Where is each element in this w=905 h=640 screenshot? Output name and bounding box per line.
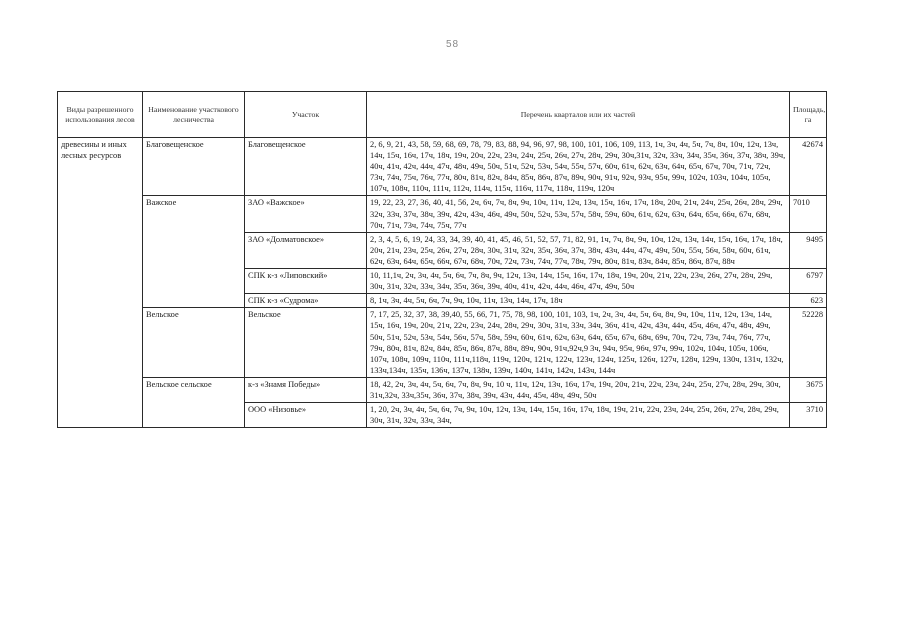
header-area: Площадь, га	[790, 92, 827, 138]
quarters-cell: 7, 17, 25, 32, 37, 38, 39,40, 55, 66, 71, 75, 78, 98, 100, 101, 103, 1ч, 2ч, 3ч, 4ч, 5ч, 6ч, 8ч, 9ч, 10ч, 11ч, 12ч, 13ч, 14ч, 15ч, 16ч, 19ч, 20ч, 21ч, 22ч, 23ч, 24ч, 28ч, 29ч, 30ч, 31ч, 33ч, 34ч, 36ч, 41ч, 42ч, 43ч, 44ч, 45ч, 46ч, 47ч, 48ч, 49ч, 50ч, 51ч, 52ч, 53ч, 54ч, 56ч, 57ч, 58ч, 59ч, 60ч, 61ч, 62ч, 63ч, 64ч, 65ч, 67ч, 68ч, 69ч, 70ч, 72ч, 73ч, 74ч, 76ч, 77ч, 79ч, 80ч, 81ч, 82ч, 84ч, 85ч, 86ч, 87ч, 88ч, 89ч, 90ч, 91ч,92ч,9 3ч, 94ч, 95ч, 96ч, 97ч, 99ч, 102ч, 104ч, 105ч, 106ч, 107ч, 108ч, 109ч, 110ч, 111ч,118ч, 119ч, 120ч, 121ч, 122ч, 123ч, 124ч, 125ч, 126ч, 127ч, 128ч, 129ч, 130ч, 131ч, 132ч, 133ч,134ч, 135ч, 136ч, 137ч, 138ч, 139ч, 140ч, 141ч, 142ч, 143ч, 144ч	[367, 308, 790, 378]
area-cell: 6797	[790, 269, 827, 294]
area-cell: 9495	[790, 232, 827, 268]
quarters-cell: 2, 3, 4, 5, 6, 19, 24, 33, 34, 39, 40, 41, 45, 46, 51, 52, 57, 71, 82, 91, 1ч, 7ч, 8ч, 9ч, 10ч, 12ч, 13ч, 14ч, 15ч, 16ч, 17ч, 18ч, 20ч, 21ч, 23ч, 25ч, 26ч, 27ч, 28ч, 30ч, 31ч, 32ч, 35ч, 36ч, 37ч, 38ч, 43ч, 44ч, 47ч, 49ч, 50ч, 55ч, 56ч, 58ч, 60ч, 61ч, 62ч, 63ч, 64ч, 65ч, 66ч, 67ч, 68ч, 70ч, 72ч, 73ч, 74ч, 77ч, 78ч, 79ч, 80ч, 81ч, 83ч, 84ч, 85ч, 86ч, 87ч, 88ч	[367, 232, 790, 268]
area-cell: 3710	[790, 403, 827, 428]
plot-cell: ЗАО «Важское»	[245, 196, 367, 232]
quarters-cell: 2, 6, 9, 21, 43, 58, 59, 68, 69, 78, 79, 83, 88, 94, 96, 97, 98, 100, 101, 106, 109, 113, 1ч, 3ч, 4ч, 5ч, 7ч, 8ч, 10ч, 12ч, 13ч, 14ч, 15ч, 16ч, 17ч, 18ч, 19ч, 20ч, 22ч, 23ч, 24ч, 25ч, 26ч, 27ч, 28ч, 29ч, 30ч,31ч, 32ч, 33ч, 34ч, 35ч, 36ч, 37ч, 38ч, 39ч, 40ч, 41ч, 42ч, 44ч, 47ч, 48ч, 49ч, 50ч, 51ч, 52ч, 53ч, 54ч, 55ч, 57ч, 60ч, 61ч, 62ч, 63ч, 64ч, 65ч, 67ч, 70ч, 71ч, 72ч, 73ч, 74ч, 75ч, 76ч, 77ч, 80ч, 81ч, 82ч, 84ч, 85ч, 86ч, 87ч, 89ч, 90ч, 91ч, 92ч, 93ч, 95ч, 99ч, 102ч, 103ч, 104ч, 105ч, 107ч, 108ч, 110ч, 111ч, 112ч, 114ч, 115ч, 116ч, 117ч, 118ч, 119ч, 120ч	[367, 138, 790, 196]
use-type-cell: древесины и иных лесных ресурсов	[58, 138, 143, 428]
plot-cell: ООО «Низовье»	[245, 403, 367, 428]
table-header-row	[58, 92, 827, 138]
quarters-cell: 19, 22, 23, 27, 36, 40, 41, 56, 2ч, 6ч, 7ч, 8ч, 9ч, 10ч, 11ч, 12ч, 13ч, 15ч, 16ч, 17ч, 18ч, 20ч, 21ч, 24ч, 25ч, 26ч, 28ч, 29ч, 32ч, 33ч, 37ч, 38ч, 39ч, 42ч, 43ч, 46ч, 49ч, 50ч, 52ч, 53ч, 57ч, 58ч, 59ч, 60ч, 61ч, 62ч, 63ч, 64ч, 65ч, 66ч, 67ч, 68ч, 70ч, 71ч, 73ч, 74ч, 75ч, 77ч	[367, 196, 790, 232]
quarters-cell: 18, 42, 2ч, 3ч, 4ч, 5ч, 6ч, 7ч, 8ч, 9ч, 10 ч, 11ч, 12ч, 13ч, 16ч, 17ч, 19ч, 20ч, 21ч, 22ч, 23ч, 24ч, 25ч, 27ч, 28ч, 29ч, 30ч, 31ч,32ч, 33ч,35ч, 36ч, 37ч, 38ч, 39ч, 43ч, 44ч, 45ч, 48ч, 49ч, 50ч	[367, 377, 790, 402]
table-row	[58, 138, 827, 196]
quarters-cell: 10, 11,1ч, 2ч, 3ч, 4ч, 5ч, 6ч, 7ч, 8ч, 9ч, 12ч, 13ч, 14ч, 15ч, 16ч, 17ч, 18ч, 19ч, 20ч, 21ч, 22ч, 23ч, 26ч, 27ч, 28ч, 29ч, 30ч, 31ч, 32ч, 33ч, 34ч, 35ч, 36ч, 39ч, 40ч, 41ч, 42ч, 44ч, 46ч, 47ч, 49ч, 50ч	[367, 269, 790, 294]
header-use-type: Виды разрешенного использования лесов	[58, 92, 143, 138]
quarters-cell: 1, 20, 2ч, 3ч, 4ч, 5ч, 6ч, 7ч, 9ч, 10ч, 12ч, 13ч, 14ч, 15ч, 16ч, 17ч, 18ч, 19ч, 21ч, 22ч, 23ч, 24ч, 25ч, 26ч, 27ч, 28ч, 29ч, 30ч, 31ч, 32ч, 33ч, 34ч,	[367, 403, 790, 428]
header-quarters: Перечень кварталов или их частей	[367, 92, 790, 138]
header-forestry: Наименование участкового лесничества	[143, 92, 245, 138]
table-row	[58, 308, 827, 378]
area-cell: 52228	[790, 308, 827, 378]
plot-cell: СПК к-з «Липовский»	[245, 269, 367, 294]
plot-cell: СПК к-з «Судрома»	[245, 294, 367, 308]
header-plot: Участок	[245, 92, 367, 138]
plot-cell: к-з «Знамя Победы»	[245, 377, 367, 402]
area-cell: 623	[790, 294, 827, 308]
forestry-cell: Вельское	[143, 308, 245, 378]
forestry-cell: Важское	[143, 196, 245, 308]
table-row	[58, 196, 827, 232]
table-row	[58, 377, 827, 402]
forestry-cell: Благовещенское	[143, 138, 245, 196]
forestry-cell: Вельское сельское	[143, 377, 245, 427]
forest-use-table	[57, 91, 827, 428]
plot-cell: Благовещенское	[245, 138, 367, 196]
plot-cell: Вельское	[245, 308, 367, 378]
plot-cell: ЗАО «Долматовское»	[245, 232, 367, 268]
quarters-cell: 8, 1ч, 3ч, 4ч, 5ч, 6ч, 7ч, 9ч, 10ч, 11ч, 13ч, 14ч, 17ч, 18ч	[367, 294, 790, 308]
page-number: 58	[445, 39, 460, 50]
area-cell: 7010	[790, 196, 827, 232]
area-cell: 3675	[790, 377, 827, 402]
area-cell: 42674	[790, 138, 827, 196]
